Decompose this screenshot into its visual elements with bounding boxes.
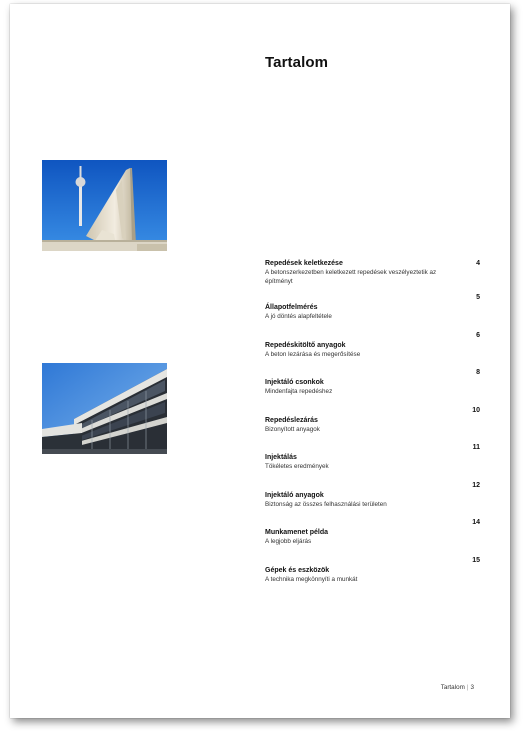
toc-page-number: 10 <box>472 406 480 414</box>
toc-entry[interactable] <box>265 556 480 597</box>
toc-entry[interactable] <box>265 444 480 484</box>
page-title: Tartalom <box>265 54 329 71</box>
toc-page-number: 15 <box>472 556 480 564</box>
office-building-photo <box>42 363 167 454</box>
toc-heading: Injektálás <box>265 454 297 461</box>
toc-description: A betonszerkezetben keletkezett repedések veszélyeztetik az építményt <box>265 269 437 285</box>
toc-entry[interactable] <box>265 294 480 334</box>
toc-description: Tökéletes eredmények <box>265 463 329 470</box>
footer-separator: | <box>466 684 469 691</box>
toc-page-number: 6 <box>476 331 480 339</box>
toc-heading: Repedések keletkezése <box>265 260 343 267</box>
toc-entry[interactable] <box>265 481 480 522</box>
toc-entry[interactable] <box>265 331 480 372</box>
toc-page-number: 14 <box>472 519 480 526</box>
toc-description: Biztonság az összes felhasználási területen <box>265 500 387 508</box>
toc-entry[interactable] <box>265 369 480 409</box>
toc-heading: Repedéskitöltő anyagok <box>265 341 346 349</box>
toc-description: Bizonyított anyagok <box>265 425 320 433</box>
toc-description: A technika megkönnyíti a munkát <box>265 575 358 583</box>
toc-page-number: 5 <box>476 294 480 301</box>
toc-page-number: 4 <box>476 260 480 267</box>
toc-description: A jó döntés alapfeltétele <box>265 313 332 320</box>
toc-entry[interactable] <box>265 259 480 296</box>
toc-page-number: 11 <box>472 444 480 451</box>
toc-heading: Munkamenet példa <box>265 529 329 536</box>
toc-heading: Injektáló csonkok <box>265 379 324 386</box>
toc-entry[interactable] <box>265 519 480 559</box>
toc-heading: Injektáló anyagok <box>265 491 324 499</box>
toc-description: Mindenfajta repedéshez <box>265 388 333 395</box>
footer-page-number: 3 <box>470 684 474 691</box>
toc-page-number: 8 <box>476 369 480 376</box>
tv-tower-photo <box>42 160 167 251</box>
toc-page-number: 12 <box>472 481 480 489</box>
footer-section: Tartalom <box>440 684 465 691</box>
toc-description: A legjobb eljárás <box>265 538 312 545</box>
toc-heading: Gépek és eszközök <box>265 566 330 574</box>
table-of-contents <box>265 259 480 596</box>
document-page <box>10 4 510 718</box>
page-footer <box>441 684 474 691</box>
toc-heading: Állapotfelmérés <box>265 304 318 311</box>
toc-heading: Repedéslezárás <box>265 416 318 424</box>
toc-entry[interactable] <box>265 406 480 447</box>
toc-description: A beton lezárása és megerősítése <box>265 350 361 358</box>
